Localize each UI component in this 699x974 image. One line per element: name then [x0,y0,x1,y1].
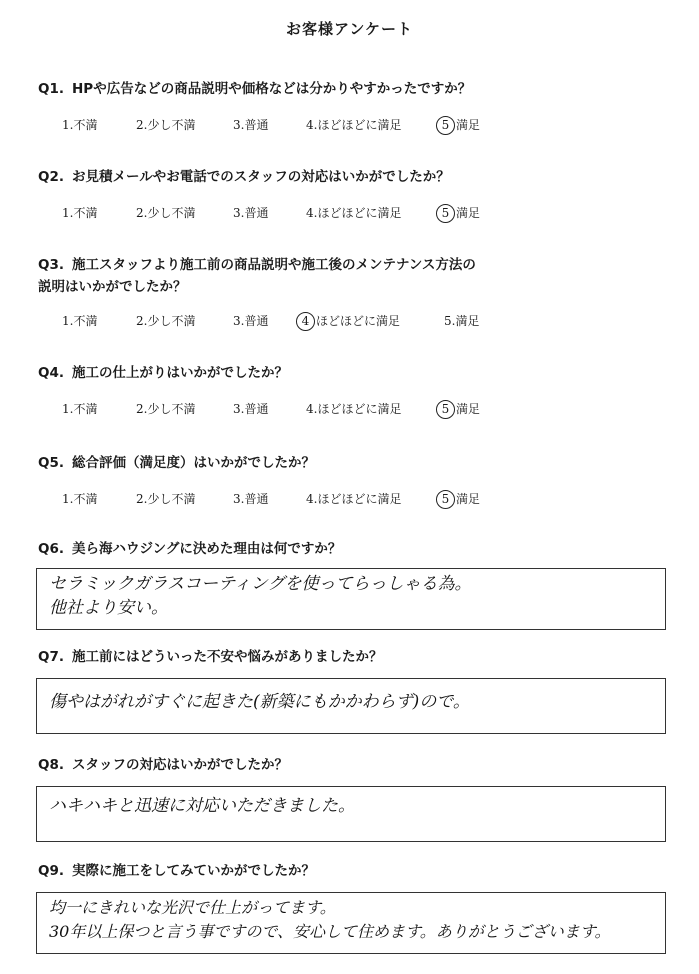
question-text: お見積メールやお電話でのスタッフの対応はいかがでしたか？ [72,169,450,185]
question-6 [38,538,678,560]
answer-line: 均一にきれいな光沢で仕上がってます。 [49,898,336,917]
question-text: 施工の仕上がりはいかがでしたか？ [72,365,288,381]
answer-line: ハキハキと迅速に対応いただきました。 [49,796,355,816]
answer-line: 30年以上保つと言う事ですので、安心して住めます。ありがとうございます。 [49,922,611,941]
answer-line: 他社より安い。 [49,598,168,618]
question-number: Q8. [38,757,64,773]
selection-circle: 5 [436,204,455,223]
option-2[interactable]: 2.少し不満 [136,118,196,132]
option-1[interactable]: 1.不満 [62,402,98,416]
question-text: スタッフの対応はいかがでしたか？ [72,757,288,773]
option-2[interactable]: 2.少し不満 [136,314,196,328]
question-number: Q3. [38,257,64,273]
answer-box-q8[interactable] [36,786,666,842]
question-1 [38,78,678,100]
option-2[interactable]: 2.少し不満 [136,402,196,416]
selection-circle: 4 [296,312,315,331]
option-2[interactable]: 2.少し不満 [136,492,196,506]
question-text: 美ら海ハウジングに決めた理由は何ですか？ [72,541,342,557]
option-4[interactable]: 4.ほどほどに満足 [306,492,402,506]
answer-box-q7[interactable] [36,678,666,734]
question-4 [38,362,678,384]
question-7 [38,646,678,668]
selection-circle: 5 [436,116,455,135]
question-number: Q1. [38,81,64,97]
options-q3 [0,310,699,332]
question-3 [38,254,678,298]
question-number: Q6. [38,541,64,557]
selection-circle: 5 [436,490,455,509]
answer-box-q6[interactable] [36,568,666,630]
answer-line: 傷やはがれがすぐに起きた(新築にもかかわらず)ので。 [49,692,470,712]
option-1[interactable]: 1.不満 [62,314,98,328]
option-2[interactable]: 2.少し不満 [136,206,196,220]
question-9 [38,860,678,882]
options-q2 [0,202,699,224]
answer-box-q9[interactable] [36,892,666,954]
question-8 [38,754,678,776]
question-number: Q9. [38,863,64,879]
option-4-selected[interactable]: 4 ほどほどに満足 [300,310,400,332]
options-q4 [0,398,699,420]
option-1[interactable]: 1.不満 [62,118,98,132]
option-5-selected[interactable]: 5 満足 [440,202,480,224]
option-5-selected[interactable]: 5 満足 [440,398,480,420]
question-2 [38,166,678,188]
option-3[interactable]: 3.普通 [233,492,269,506]
option-3[interactable]: 3.普通 [233,118,269,132]
options-q5 [0,488,699,510]
question-text: 施工前にはどういった不安や悩みがありましたか？ [72,649,383,665]
question-text: 実際に施工をしてみていかがでしたか？ [72,863,315,879]
option-3[interactable]: 3.普通 [233,402,269,416]
option-5[interactable]: 5.満足 [444,314,480,328]
question-text: 総合評価（満足度）はいかがでしたか？ [72,455,315,471]
option-4[interactable]: 4.ほどほどに満足 [306,206,402,220]
option-3[interactable]: 3.普通 [233,314,269,328]
question-5 [38,452,678,474]
option-5-selected[interactable]: 5 満足 [440,114,480,136]
options-q1 [0,114,699,136]
question-number: Q7. [38,649,64,665]
question-number: Q5. [38,455,64,471]
question-number: Q2. [38,169,64,185]
option-4[interactable]: 4.ほどほどに満足 [306,118,402,132]
option-5-selected[interactable]: 5 満足 [440,488,480,510]
option-4[interactable]: 4.ほどほどに満足 [306,402,402,416]
option-3[interactable]: 3.普通 [233,206,269,220]
option-1[interactable]: 1.不満 [62,206,98,220]
selection-circle: 5 [436,400,455,419]
question-number: Q4. [38,365,64,381]
question-text: 施工スタッフより施工前の商品説明や施工後のメンテナンス方法の [72,257,476,273]
option-1[interactable]: 1.不満 [62,492,98,506]
answer-line: セラミックガラスコーティングを使ってらっしゃる為。 [49,574,472,594]
page-title: お客様アンケート [285,20,414,38]
question-text-line2: 説明はいかがでしたか？ [38,279,187,295]
question-text: HPや広告などの商品説明や価格などは分かりやすかったですか？ [72,81,472,97]
